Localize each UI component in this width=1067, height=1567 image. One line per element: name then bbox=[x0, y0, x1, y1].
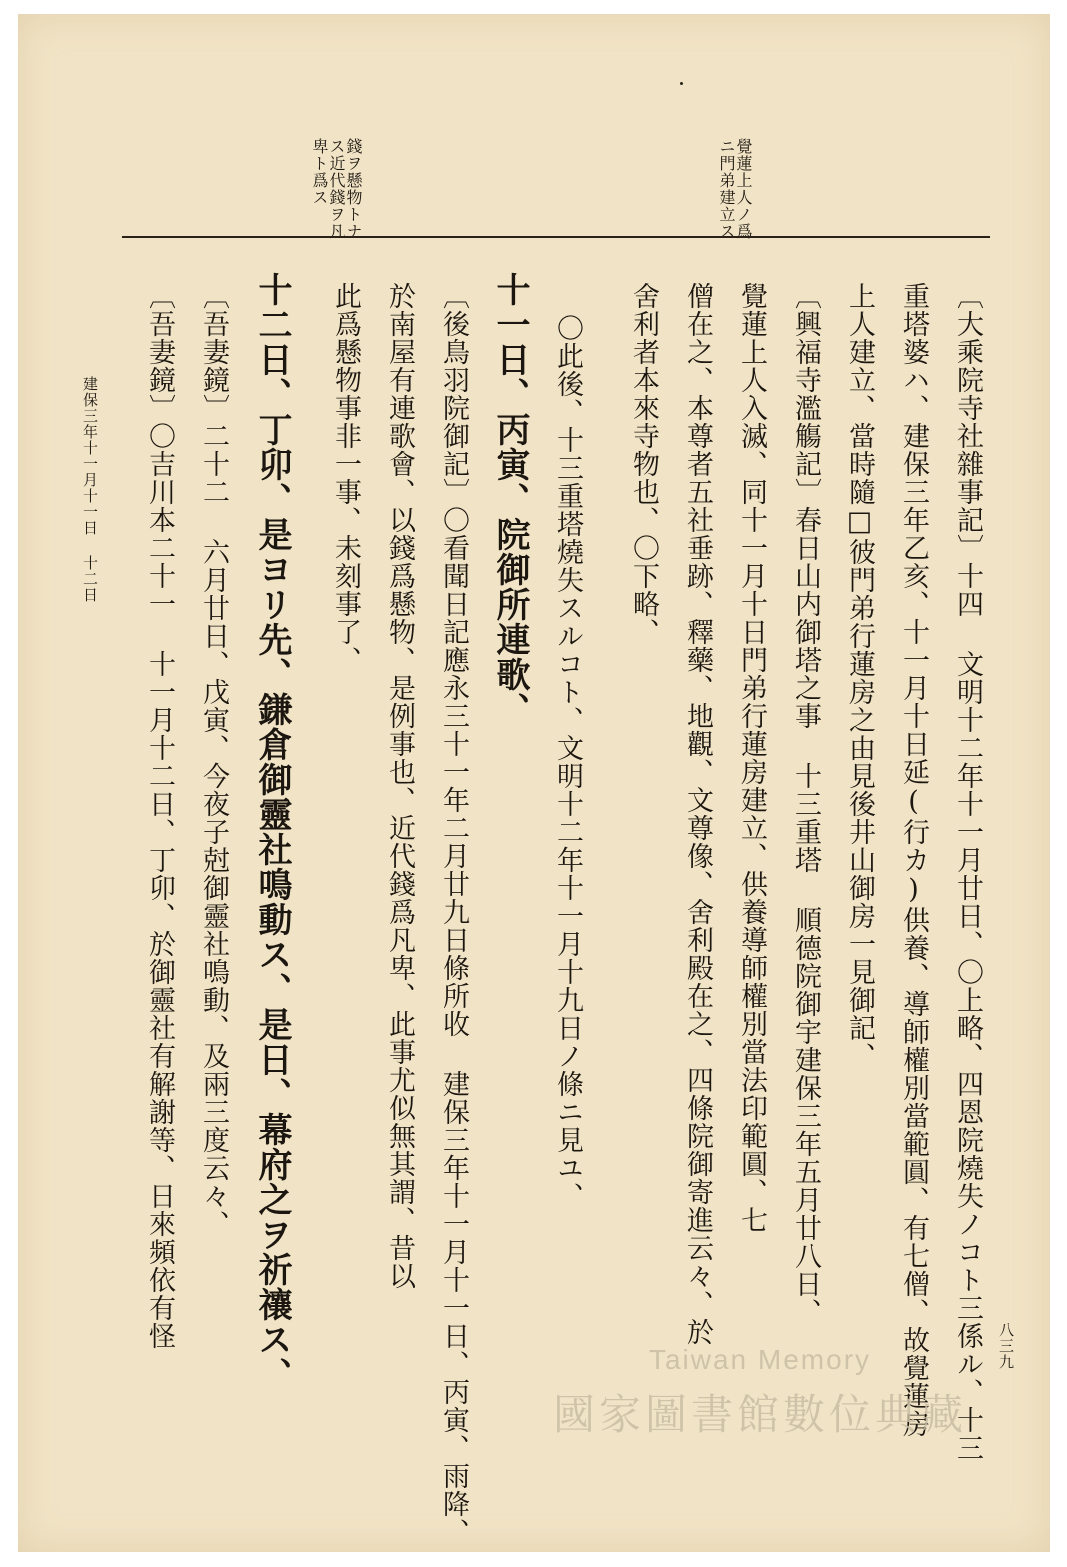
text-line-14: 〔吾妻鏡〕二十二 六月廿日、戊寅、今夜子尅御靈社鳴動、及兩三度云々、 bbox=[198, 282, 229, 1238]
text-line-11: 於南屋有連歌會、以錢爲懸物、是例事也、近代錢爲凡卑、此事尤似無其謂、昔以 bbox=[384, 282, 415, 1290]
watermark-chinese: 國家圖書館數位典藏 bbox=[552, 1390, 967, 1439]
entry-heading-11th: 十一日、丙寅、院御所連歌、 bbox=[490, 272, 530, 727]
ink-dot bbox=[680, 82, 683, 85]
text-line-8: 〇此後、十三重塔燒失スルコト、文明十二年十一月十九日ノ條ニ見ユ、 bbox=[552, 314, 583, 1210]
page-number: 八三九 bbox=[997, 1322, 1015, 1370]
running-head: 建保三年十一月十一日 十二日 bbox=[81, 376, 99, 603]
text-line-7: 舍利者本來寺物也、〇下略、 bbox=[628, 282, 659, 646]
watermark-english: Taiwan Memory bbox=[648, 1344, 872, 1375]
margin-note-1: 覺蓮上人ノ爲ニ門弟建立ス bbox=[717, 138, 753, 240]
text-line-2: 重塔婆ハ、建保三年乙亥、十一月十日延(行カ)供養、導師權別當範圓、有七僧、故覺蓮房 bbox=[898, 282, 929, 1438]
text-line-3: 上人建立、當時隨□彼門弟行蓮房之由見後井山御房一見御記、 bbox=[844, 282, 875, 1070]
text-line-1: 〔大乘院寺社雜事記〕十四 文明十二年十一月廿日、〇上略、四恩院燒失ノコト三係ル、十三 bbox=[952, 282, 983, 1462]
book-page bbox=[18, 14, 1050, 1552]
margin-note-2: 錢ヲ懸物トナス近代錢ヲ凡卑ト爲ス bbox=[310, 138, 363, 240]
entry-heading-12th: 十二日、丁卯、是ヨリ先、鎌倉御靈社鳴動ス、是日、幕府之ヲ祈禳ス、 bbox=[252, 272, 292, 1392]
text-line-4: 〔興福寺濫觴記〕春日山内御塔之事 十三重塔 順德院御宇建保三年五月廿八日、 bbox=[790, 282, 821, 1326]
header-rule bbox=[122, 236, 990, 238]
text-line-12: 此爲懸物事非一事、未刻事了、 bbox=[330, 282, 361, 674]
text-line-6: 僧在之、本尊者五社垂跡、釋藥、地觀、文尊像、舍利殿在之、四條院御寄進云々、於 bbox=[682, 282, 713, 1346]
text-line-15: 〔吾妻鏡〕〇吉川本二十一 十一月十二日、丁卯、於御靈社有解謝等、日來頻依有怪 bbox=[144, 282, 175, 1350]
text-line-5: 覺蓮上人入滅、同十一月十日門弟行蓮房建立、供養導師權別當法印範圓、七 bbox=[736, 282, 767, 1234]
watermark bbox=[510, 1344, 1010, 1439]
text-line-10: 〔後鳥羽院御記〕〇看聞日記應永三十一年二月廿九日條所收 建保三年十一月十一日、丙寅、雨降、 bbox=[438, 282, 469, 1546]
